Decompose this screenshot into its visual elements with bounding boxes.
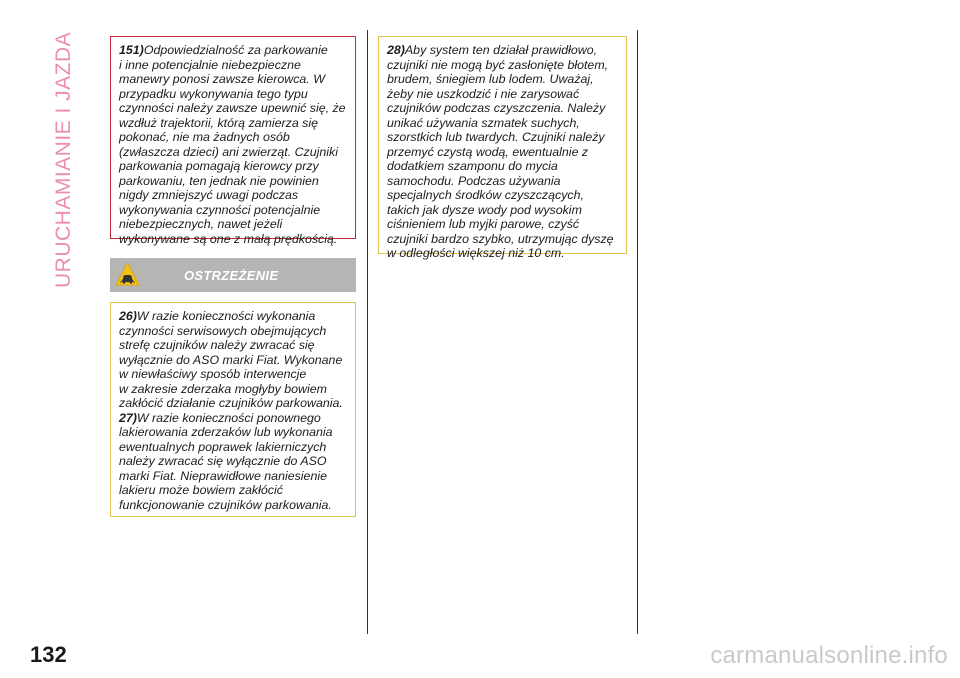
warning-header (110, 258, 356, 292)
note-151-paragraph (119, 43, 348, 246)
note-box-28 (378, 36, 627, 260)
note-151-text: Odpowiedzialność za parkowanie i inne potencjalnie niebezpieczne manewry ponosi zawsze kierowca. W przypadku wykonywania tego typu czynności należy zawsze upewnić się, że wzdłuż trajektorii, którą zamierza się pokonać, nie ma żadnych osób (zwłaszcza dzieci) ani zwierząt. Czujniki parkowania pomagają kierowcy przy parkowaniu, ten jednak nie powinien nigdy zmniejszyć uwagi podczas wykonywania czynności potencjalnie niebezpiecznych, nawet jeżeli wykonywane są one z małą prędkością. (119, 43, 346, 246)
warning-title: OSTRZEŻENIE (184, 268, 279, 283)
warning-item-27-text: W razie konieczności ponownego lakierowania zderzaków lub wykonania ewentualnych poprawek lakierniczych należy zwracać się wyłącznie do ASO marki Fiat. Nieprawidłowe naniesienie lakieru może bowiem zakłócić funkcjonowanie czujników parkowania. (119, 410, 333, 512)
section-title: URUCHAMIANIE I JAZDA (52, 31, 75, 288)
note-28-text: Aby system ten działał prawidłowo, czujniki nie mogą być zasłonięte błotem, brudem, śniegiem lub lodem. Uważaj, żeby nie uszkodzić i nie zarysować czujników podczas czyszczenia. Należy unikać używania szmatek suchych, szorstkich lub twardych. Czujniki należy przemyć czystą wodą, ewentualnie z dodatkiem szamponu do mycia samochodu. Podczas używania specjalnych środków czyszczących, takich jak dysze wody pod wysokim ciśnieniem lub myjki parowe, czyść czujniki bardzo szybko, utrzymując dyszę w odległości większej niż 10 cm. (387, 43, 614, 260)
page-number: 132 (30, 642, 67, 667)
warning-item-26-text: W razie konieczności wykonania czynności serwisowych obejmujących strefę czujników należy zwracać się wyłącznie do ASO marki Fiat. Wykonane w niewłaściwy sposób interwencje w zakresie zderzaka mogłyby bowiem zakłócić działanie czujników parkowania. (119, 309, 343, 410)
column-divider-right (637, 30, 638, 634)
note-151-ref: 151) (119, 43, 144, 57)
watermark: carmanualsonline.info (710, 642, 948, 669)
note-box-151 (110, 36, 356, 246)
warning-car-icon (115, 262, 140, 286)
warning-item-26 (119, 309, 348, 411)
warning-item-27-ref: 27) (119, 410, 137, 425)
note-28-ref: 28) (387, 43, 405, 57)
column-divider-left (367, 30, 368, 634)
warning-box (110, 302, 356, 517)
warning-item-26-ref: 26) (119, 309, 137, 323)
warning-item-27 (119, 411, 348, 513)
note-28-paragraph (387, 43, 619, 261)
